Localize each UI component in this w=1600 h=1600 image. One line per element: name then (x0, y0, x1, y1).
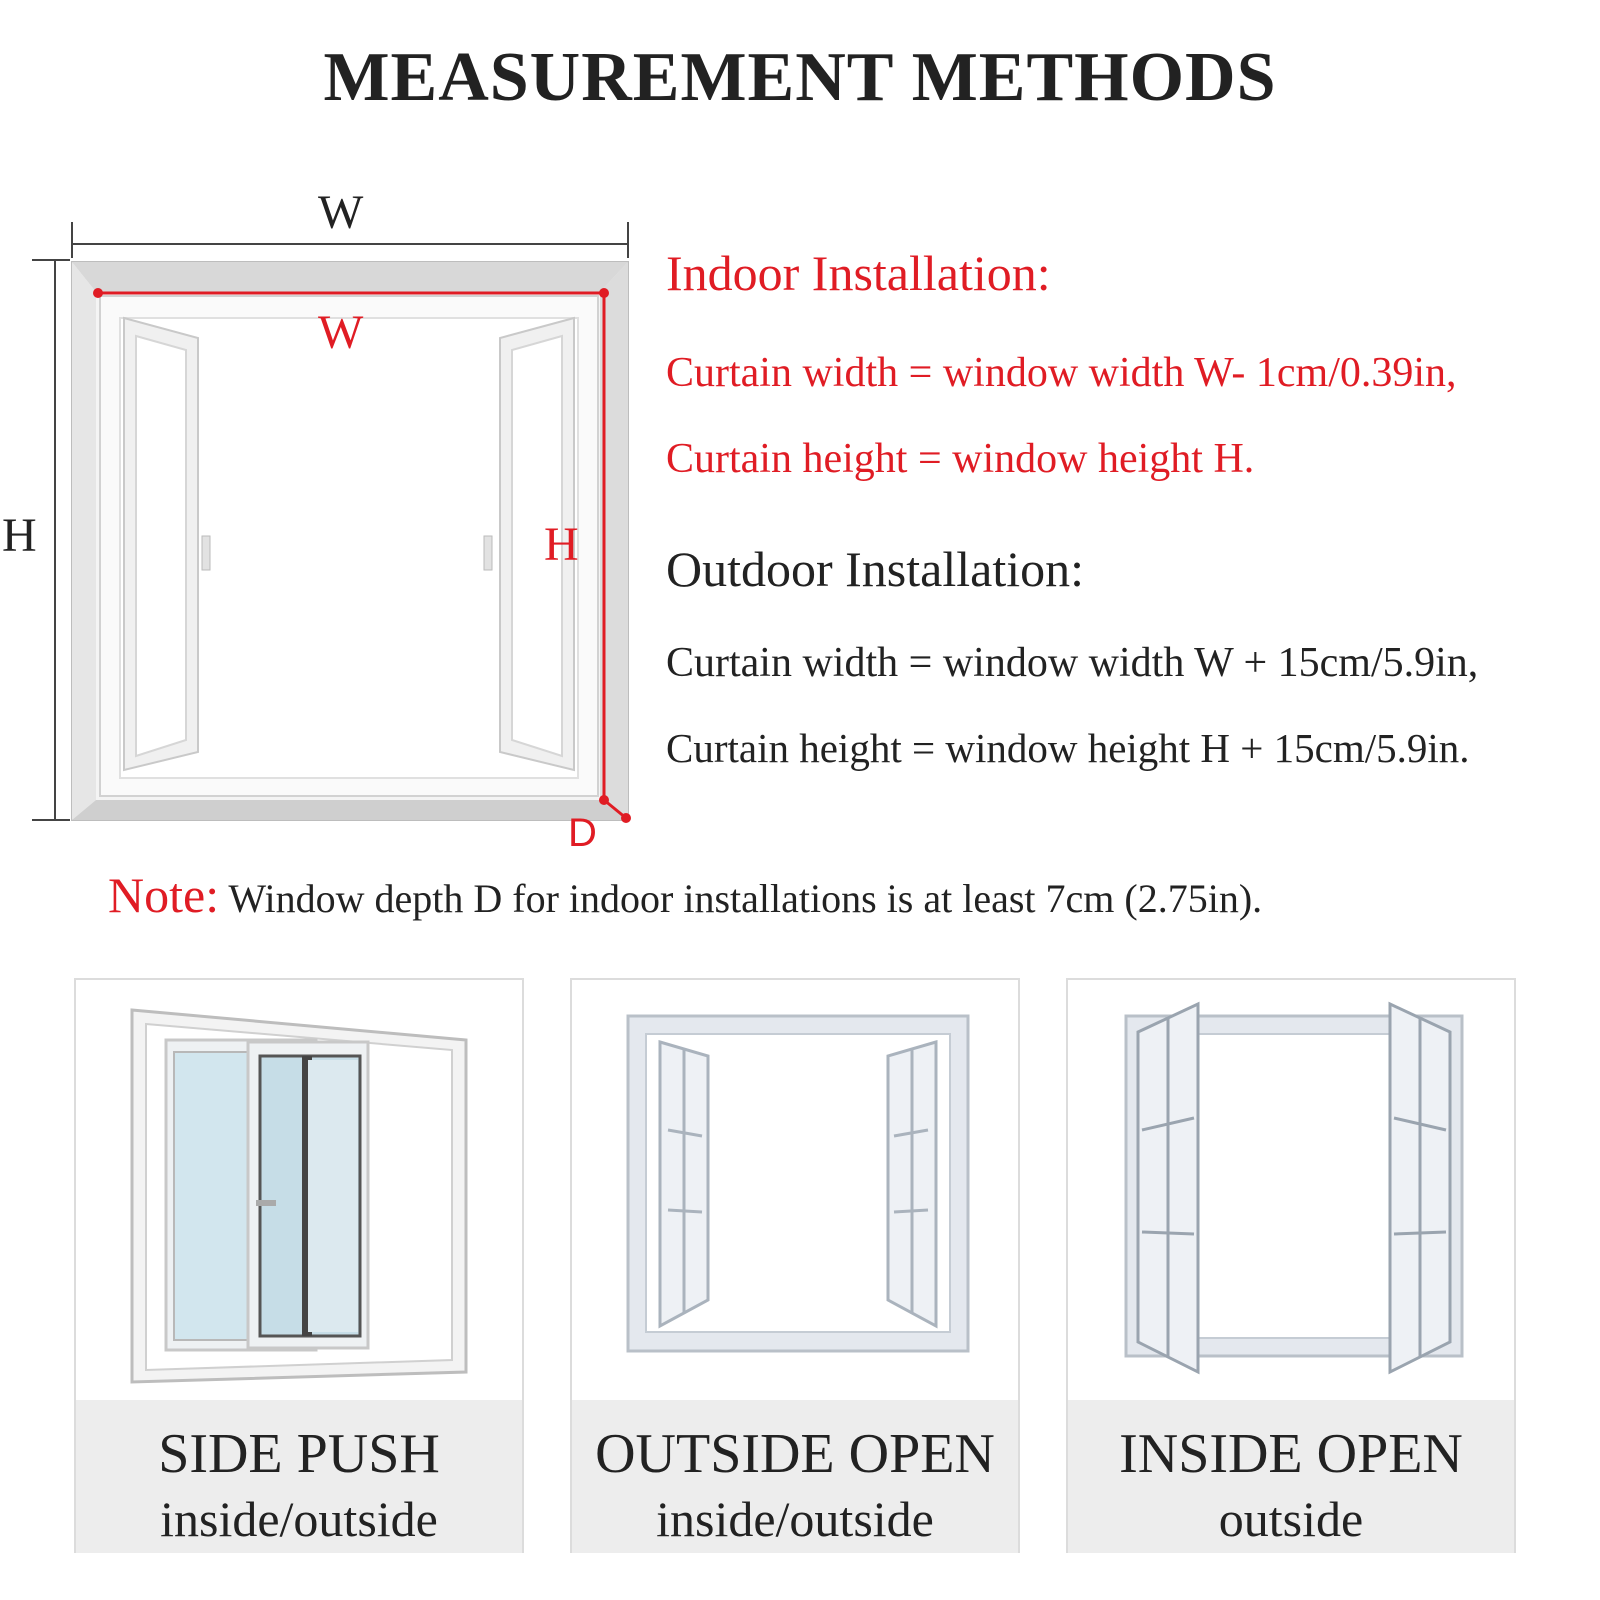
indoor-width-rule: Curtain width = window width W- 1cm/0.39in, (666, 350, 1457, 396)
depth-label: D (568, 811, 597, 855)
note-label: Note: (108, 867, 220, 923)
window-type-title: OUTSIDE OPEN (595, 1423, 995, 1485)
window-type-subtitle: inside/outside (160, 1491, 438, 1547)
outer-width-label: W (318, 186, 364, 239)
page-title: MEASUREMENT METHODS (323, 39, 1277, 116)
window-type-caption (1068, 1400, 1514, 1553)
note (108, 866, 1262, 924)
indoor-height-rule: Curtain height = window height H. (666, 436, 1255, 482)
window-type-caption (76, 1400, 522, 1553)
indoor-heading: Indoor Installation: (666, 245, 1051, 301)
note-text: Window depth D for indoor installations is at least 7cm (2.75in). (219, 876, 1263, 921)
window-type-caption (572, 1400, 1018, 1553)
inward-casement-window-icon (1068, 980, 1514, 1400)
outdoor-width-rule: Curtain width = window width W + 15cm/5.9in, (666, 640, 1479, 686)
outdoor-height-rule: Curtain height = window height H + 15cm/5.9in. (666, 725, 1470, 771)
window-type-title: INSIDE OPEN (1119, 1423, 1463, 1485)
window-type-subtitle: outside (1218, 1491, 1364, 1547)
outward-casement-window-icon (572, 980, 1018, 1400)
sliding-window-icon (76, 980, 522, 1400)
outdoor-heading: Outdoor Installation: (666, 541, 1084, 597)
window-type-subtitle: inside/outside (656, 1491, 934, 1547)
window-type-card (1066, 978, 1516, 1553)
inner-height-label: H (544, 518, 579, 571)
window-type-card (74, 978, 524, 1553)
inner-width-label: W (318, 306, 364, 359)
window-type-title: SIDE PUSH (158, 1423, 440, 1485)
outer-height-label: H (2, 509, 37, 562)
window-type-card (570, 978, 1020, 1553)
